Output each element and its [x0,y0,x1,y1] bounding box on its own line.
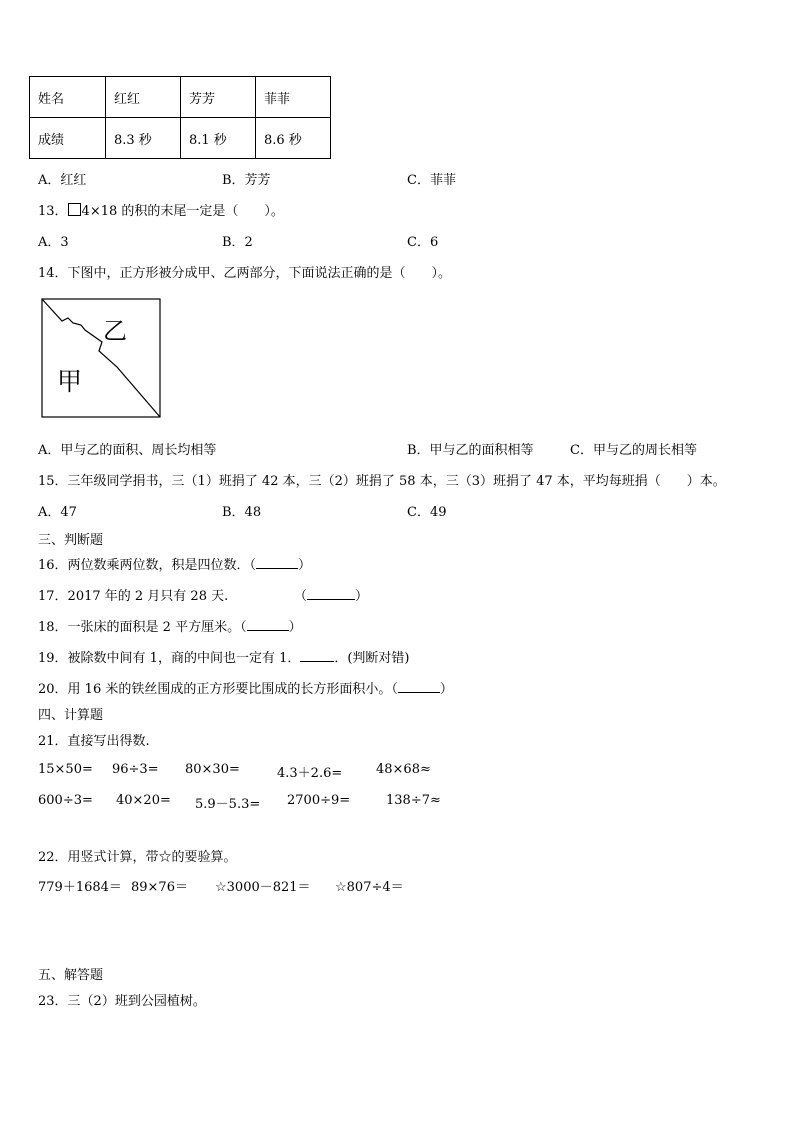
question-21: 21．直接写出得数. [38,734,150,749]
table-cell: 红红 [106,77,181,118]
paren-open: （ [294,589,308,604]
answer-blank[interactable] [256,568,298,569]
q21-item: 48×68≈ [376,762,431,777]
q22-item: 779＋1684＝ [38,880,122,895]
question-13 [38,200,284,219]
answer-blank[interactable] [398,692,440,693]
dividing-line [42,299,160,417]
q12-option-a[interactable]: A．红红 [38,173,87,188]
q21-item: 138÷7≈ [386,793,441,808]
q21-item: 4.3＋2.6= [277,766,343,781]
table-cell: 姓名 [30,77,106,118]
question-text: 4×18 的积的末尾一定是（ ）。 [81,204,284,219]
q22-item: ☆3000－821＝ [215,880,311,895]
question-text-end: ） [439,682,453,697]
q22-item: ☆807÷4＝ [335,880,404,895]
q21-item: 15×50= [38,762,93,777]
q21-item: 2700÷9= [287,793,351,808]
question-23: 23．三（2）班到公园植树。 [38,994,206,1009]
question-number: 13． [38,204,68,219]
answer-blank[interactable] [307,599,355,600]
question-17-answer [294,585,368,604]
question-text-end: ） [288,620,302,635]
question-17 [38,585,228,604]
question-20 [38,678,453,697]
section-heading-calculation: 四、计算题 [38,708,104,723]
table-cell: 成绩 [30,118,106,159]
question-text: 18．一张床的面积是 2 平方厘米。（ [38,620,247,635]
question-19 [38,647,410,666]
q13-option-a[interactable]: A．3 [38,235,69,250]
table-cell: 8.6 秒 [256,118,331,159]
question-text-end: ．(判断对错) [334,651,410,666]
label-yi: 乙 [103,317,127,345]
q21-item: 5.9－5.3= [195,797,261,812]
q21-item: 600÷3= [38,793,93,808]
square-division-figure [41,298,161,418]
label-jia: 甲 [57,367,83,396]
question-22: 22．用竖式计算，带☆的要验算。 [38,850,237,865]
question-text: 20．用 16 米的铁丝围成的正方形要比围成的长方形面积小。（ [38,682,398,697]
section-heading-solve: 五、解答题 [38,968,104,983]
table-row [30,118,331,159]
table-cell: 菲菲 [256,77,331,118]
answer-blank[interactable] [247,630,289,631]
q15-option-c[interactable]: C．49 [407,505,447,520]
question-text: 17．2017 年的 2 月只有 28 天. [38,589,229,604]
question-text: 16．两位数乘两位数，积是四位数．（ [38,558,257,573]
table-cell: 8.1 秒 [181,118,256,159]
q14-option-b[interactable]: B．甲与乙的面积相等 [407,443,534,458]
q22-item: 89×76＝ [131,880,188,895]
paren-close: ） [355,589,369,604]
q14-option-a[interactable]: A．甲与乙的面积、周长均相等 [38,443,217,458]
question-text: 19．被除数中间有 1，商的中间也一定有 1． [38,651,301,666]
question-text-end: ） [298,558,312,573]
blank-box-icon [68,203,81,216]
q13-option-c[interactable]: C．6 [407,235,439,250]
question-16 [38,554,311,573]
question-14: 14．下图中，正方形被分成甲、乙两部分，下面说法正确的是（ ）。 [38,266,452,281]
q15-option-a[interactable]: A．47 [38,505,77,520]
q15-option-b[interactable]: B．48 [222,505,262,520]
score-table [29,76,331,159]
q21-item: 40×20= [116,793,171,808]
q12-option-b[interactable]: B．芳芳 [222,173,271,188]
table-cell: 芳芳 [181,77,256,118]
q13-option-b[interactable]: B．2 [222,235,253,250]
table-cell: 8.3 秒 [106,118,181,159]
q21-item: 80×30= [185,762,240,777]
square-outline [42,299,160,417]
question-15: 15．三年级同学捐书，三（1）班捐了 42 本，三（2）班捐了 58 本，三（3）班捐了 47 本，平均每班捐（ ）本。 [38,474,726,489]
q21-item: 96÷3= [112,762,159,777]
section-heading-judgment: 三、判断题 [38,533,104,548]
question-18 [38,616,302,635]
q14-option-c[interactable]: C．甲与乙的周长相等 [570,443,697,458]
answer-blank[interactable] [300,661,334,662]
table-row [30,77,331,118]
q12-option-c[interactable]: C．菲菲 [407,173,456,188]
